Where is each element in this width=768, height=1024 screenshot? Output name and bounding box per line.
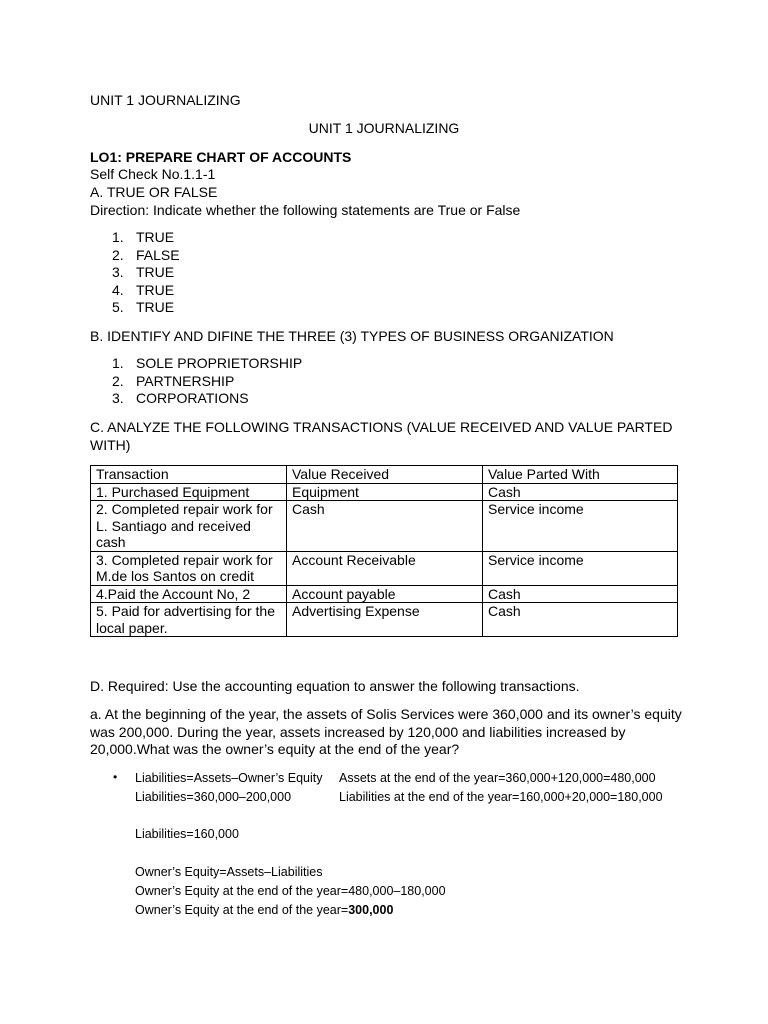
list-text: TRUE (136, 281, 175, 298)
liabilities-result (135, 825, 239, 844)
list-text: TRUE (136, 264, 175, 281)
list-item (90, 355, 302, 373)
page-title: UNIT 1 JOURNALIZING (308, 120, 460, 136)
list-item (90, 373, 302, 391)
working-line: Liabilities=160,000 (135, 827, 239, 841)
table-cell: 3. Completed repair work for M.de los Santos on credit (91, 551, 287, 585)
table-cell: 2. Completed repair work for L. Santiago and received cash (91, 501, 287, 552)
lo-heading: LO1: PREPARE CHART OF ACCOUNTS (90, 149, 352, 165)
list-number: 1. (112, 229, 124, 245)
list-text: TRUE (136, 299, 175, 316)
self-check-label: Self Check No.1.1-1 (90, 166, 216, 182)
list-item (90, 282, 180, 300)
bullet-marker: • (113, 770, 118, 784)
table-cell: Equipment (287, 483, 483, 501)
list-item (90, 390, 302, 408)
column-header: Value Received (287, 466, 483, 484)
working-line: Assets at the end of the year=360,000+120,000=480,000 (339, 771, 656, 785)
owners-equity-working (135, 863, 446, 920)
list-number: 1. (112, 355, 124, 371)
table-cell: 1. Purchased Equipment (91, 483, 287, 501)
table-cell: 4.Paid the Account No, 2 (91, 585, 287, 603)
final-answer-line (135, 901, 446, 920)
table-row (91, 501, 678, 552)
column-header: Transaction (91, 466, 287, 484)
table-cell: Cash (483, 483, 678, 501)
table-row (91, 551, 678, 585)
table-cell: Advertising Expense (287, 603, 483, 637)
list-text: CORPORATIONS (136, 390, 249, 407)
list-text: TRUE (136, 229, 175, 245)
working-line: Owner’s Equity at the end of the year=480,000–180,000 (135, 884, 446, 898)
working-line: Liabilities at the end of the year=160,000+20,000=180,000 (339, 790, 663, 804)
list-number: 3. (112, 390, 124, 407)
table-cell: Cash (483, 585, 678, 603)
list-number: 4. (112, 281, 124, 298)
table-cell: 5. Paid for advertising for the local paper. (91, 603, 287, 637)
table-row (91, 585, 678, 603)
section-b-answer-list (90, 355, 302, 408)
working-line: Liabilities=360,000–200,000 (135, 790, 292, 804)
table-cell: Cash (287, 501, 483, 552)
section-b-heading: B. IDENTIFY AND DIFINE THE THREE (3) TYPES OF BUSINESS ORGANIZATION (90, 328, 614, 344)
end-of-year-working (339, 769, 663, 807)
section-c-heading: C. ANALYZE THE FOLLOWING TRANSACTIONS (VALUE RECEIVED AND VALUE PARTED WITH) (90, 419, 673, 453)
table-row (91, 603, 678, 637)
table-cell: Service income (483, 551, 678, 585)
working-line: Liabilities=Assets–Owner’s Equity (135, 771, 323, 785)
working-line: Owner’s Equity=Assets–Liabilities (135, 865, 323, 879)
final-answer-prefix: Owner’s Equity at the end of the year= (135, 903, 349, 917)
list-number: 3. (112, 264, 124, 281)
section-a-heading: A. TRUE OR FALSE (90, 184, 218, 200)
section-d-heading: D. Required: Use the accounting equation to answer the following transactions. (90, 678, 580, 694)
list-number: 2. (112, 246, 124, 263)
table-row (91, 483, 678, 501)
section-a-direction: Direction: Indicate whether the following statements are True or False (90, 202, 521, 218)
section-d-question: a. At the beginning of the year, the assets of Solis Services were 360,000 and its owner’s equity was 200,000. During the year, assets increased by 120,000 and liabilities increased by 20,000.What was the owner’s equity at the end of the year? (90, 706, 682, 757)
table-header-row (91, 466, 678, 484)
column-header: Value Parted With (483, 466, 678, 484)
section-a-answer-list (90, 229, 180, 317)
list-text: SOLE PROPRIETORSHIP (136, 355, 303, 371)
list-number: 5. (112, 299, 124, 316)
list-item (90, 229, 180, 247)
list-item (90, 299, 180, 317)
transactions-table (90, 465, 678, 637)
list-text: PARTNERSHIP (136, 372, 235, 389)
table-cell: Account Receivable (287, 551, 483, 585)
list-number: 2. (112, 372, 124, 389)
final-answer-value: 300,000 (348, 903, 394, 917)
list-item (90, 247, 180, 265)
liabilities-working (135, 769, 322, 807)
table-cell: Account payable (287, 585, 483, 603)
list-item (90, 264, 180, 282)
table-cell: Cash (483, 603, 678, 637)
table-cell: Service income (483, 501, 678, 552)
list-text: FALSE (136, 246, 180, 263)
header-line: UNIT 1 JOURNALIZING (90, 92, 241, 108)
